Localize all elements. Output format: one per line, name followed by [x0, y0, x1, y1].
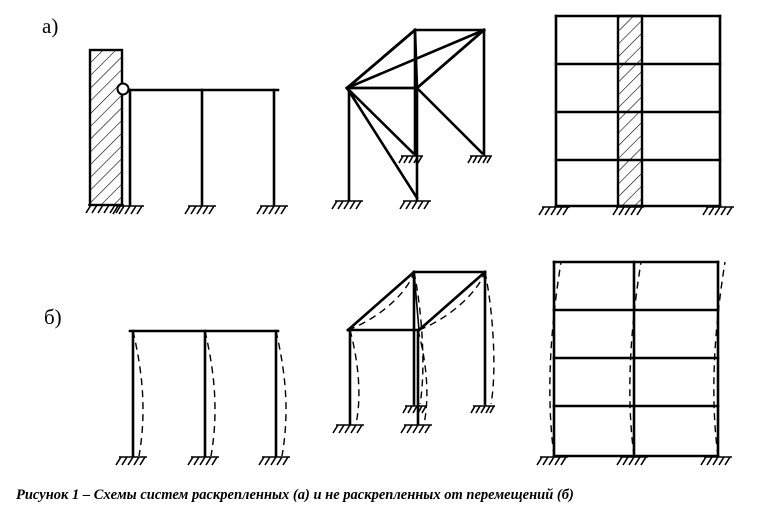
row-label-braced: а) [42, 14, 59, 38]
diagram-braced-multistorey [539, 16, 734, 215]
diagram-braced-portal-wall [86, 50, 288, 214]
caption-mark-a: а [297, 487, 306, 503]
caption-suffix: ) [568, 487, 574, 503]
row-label-unbraced: б) [44, 305, 62, 329]
diagram-unbraced-space-frame [333, 272, 495, 433]
caption-middle: ) и не раскрепленных от перемещений ( [305, 487, 562, 503]
caption-prefix: Рисунок 1 – Схемы систем раскрепленных ( [16, 487, 298, 503]
caption-mark-b: б [561, 487, 569, 503]
diagram-braced-space-frame [332, 30, 492, 209]
diagram-unbraced-multistorey [537, 262, 732, 465]
diagram-unbraced-portal [116, 331, 290, 465]
figure-caption [16, 487, 766, 504]
